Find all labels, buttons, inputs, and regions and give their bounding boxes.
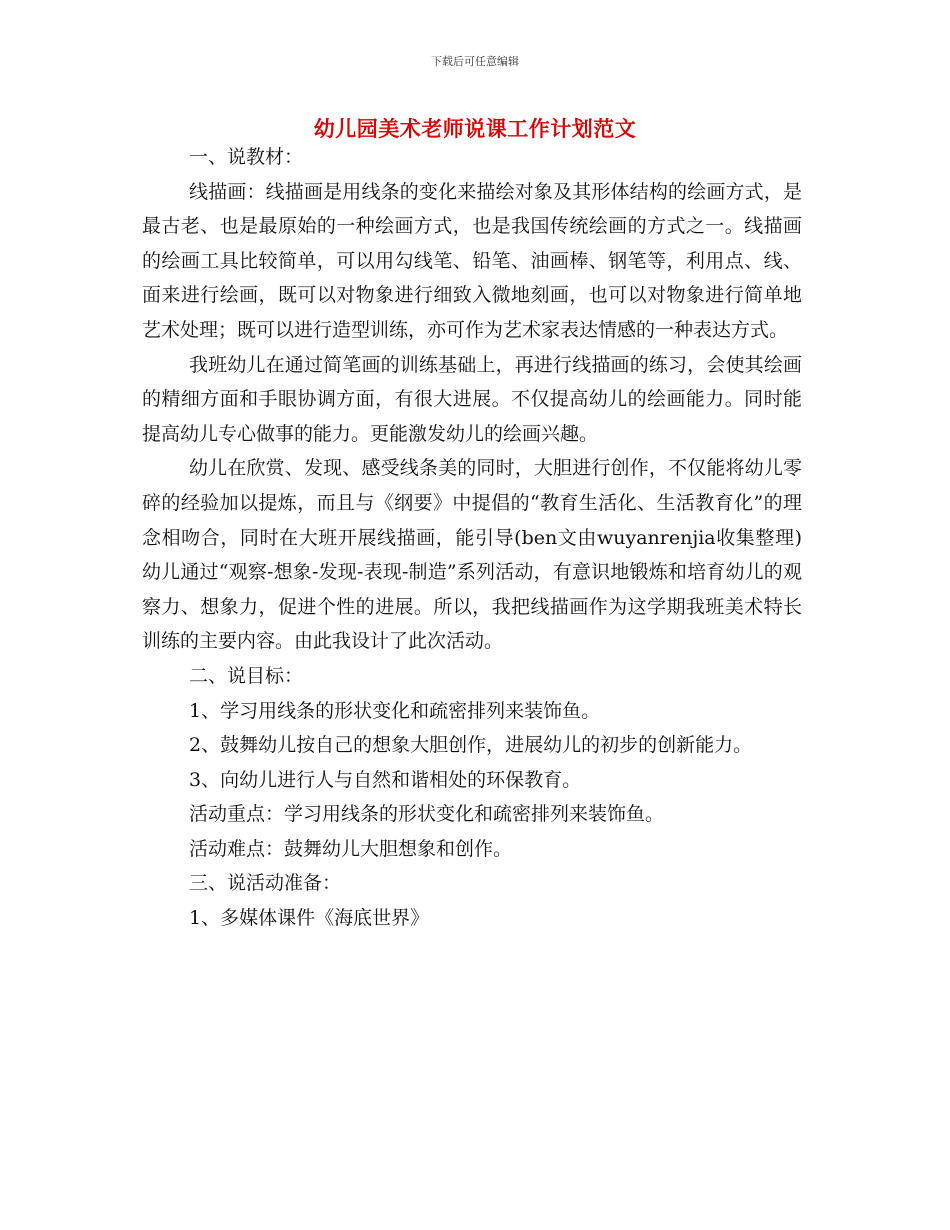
document-title: 幼儿园美术老师说课工作计划范文 bbox=[313, 117, 637, 141]
goal-item: 3、向幼儿进行人与自然和谐相处的环保教育。 bbox=[189, 768, 582, 791]
goal-item: 1、学习用线条的形状变化和疏密排列来装饰鱼。 bbox=[189, 699, 601, 722]
page-header-note: 下载后可任意编辑 bbox=[431, 55, 519, 68]
activity-key-point: 活动重点：学习用线条的形状变化和疏密排列来装饰鱼。 bbox=[189, 803, 665, 826]
preparation-item: 1、多媒体课件《海底世界》 bbox=[189, 907, 430, 930]
section-heading-materials: 一、说教材： bbox=[189, 146, 304, 168]
paragraph-class-practice: 我班幼儿在通过简笔画的训练基础上，再进行线描画的练习，会使其绘画的精细方面和手眼协调方面，有很大进展。不仅提高幼儿的绘画能力。同时能提高幼儿专心做事的能力。更能激发幼儿的绘画兴趣。 bbox=[142, 353, 802, 445]
activity-difficulty: 活动难点：鼓舞幼儿大胆想象和创作。 bbox=[189, 837, 513, 860]
section-heading-preparation: 三、说活动准备： bbox=[189, 872, 342, 895]
document-body bbox=[142, 140, 832, 936]
paragraph-appreciation: 幼儿在欣赏、发现、感受线条美的同时，大胆进行创作，不仅能将幼儿零碎的经验加以提炼，而且与《纲要》中提倡的“教育生活化、生活教育化”的理念相吻合，同时在大班开展线描画，能引导(ben文由wuyanrenjia收集整理)幼儿通过“观察-想象-发现-表现-制造”系列活动，有意识地锻炼和培育幼儿的观察力、想象力，促进个性的进展。所以，我把线描画作为这学期我班美术特长训练的主要内容。由此我设计了此次活动。 bbox=[142, 457, 802, 653]
paragraph-line-drawing-intro: 线描画：线描画是用线条的变化来描绘对象及其形体结构的绘画方式，是最古老、也是最原始的一种绘画方式，也是我国传统绘画的方式之一。线描画的绘画工具比较简单，可以用勾线笔、铅笔、油画棒、钢笔等，利用点、线、面来进行绘画，既可以对物象进行细致入微地刻画，也可以对物象进行简单地艺术处理；既可以进行造型训练，亦可作为艺术家表达情感的一种表达方式。 bbox=[142, 180, 802, 341]
goal-item: 2、鼓舞幼儿按自己的想象大胆创作，进展幼儿的初步的创新能力。 bbox=[189, 734, 753, 757]
section-heading-goals: 二、说目标： bbox=[189, 664, 304, 687]
